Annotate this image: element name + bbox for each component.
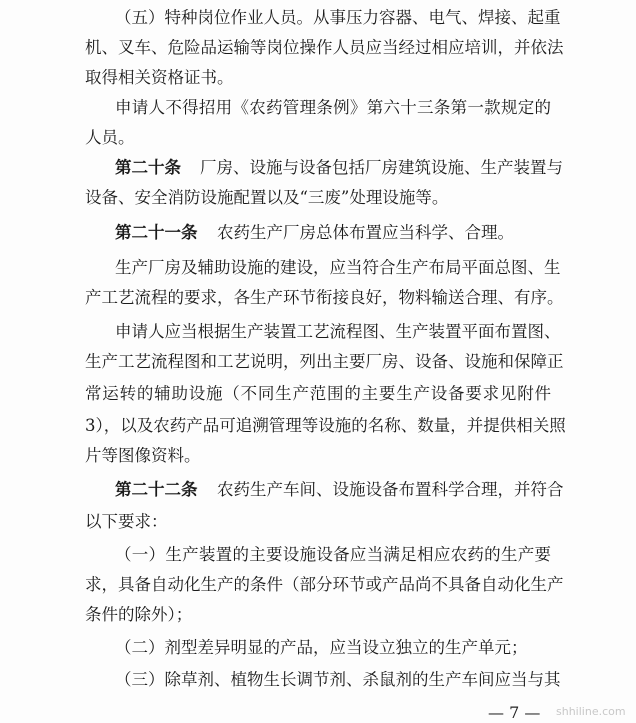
paragraph-line: 求，具备自动化生产的条件（部分环节或产品尚不具备自动化生产 (85, 575, 564, 594)
paragraph-line: 生产工艺流程图和工艺说明，列出主要厂房、设备、设施和保障正 (85, 352, 564, 371)
paragraph-line: 生产厂房及辅助设施的建设，应当符合生产布局平面总图、生 (115, 258, 561, 277)
paragraph-line: 厂房、设施与设备包括厂房建筑设施、生产装置与 (200, 158, 563, 177)
paragraph-line: （三）除草剂、植物生长调节剂、杀鼠剂的生产车间应当与其 (115, 670, 561, 689)
paragraph-line: 条件的除外）； (85, 605, 193, 624)
paragraph-line: 以下要求： (85, 512, 168, 531)
paragraph-line: 3），以及农药产品可追溯管理等设施的名称、数量，并提供相关照 (85, 416, 566, 435)
paragraph-line: 常运转的辅助设施（不同生产范围的主要生产设备要求见附件 (85, 384, 551, 403)
paragraph-line: 农药生产车间、设施设备布置科学合理，并符合 (217, 480, 564, 499)
page-number: — 7 — (488, 703, 541, 722)
article-heading: 第二十二条 (115, 480, 198, 499)
paragraph-line: 申请人应当根据生产装置工艺流程图、生产装置平面布置图、 (115, 322, 561, 341)
paragraph-line: 申请人不得招用《农药管理条例》第六十三条第一款规定的 (115, 98, 551, 117)
paragraph-line: 产工艺流程的要求，各生产环节衔接良好，物料输送合理、有序。 (85, 288, 564, 307)
paragraph-line: 片等图像资料。 (85, 446, 201, 465)
watermark-text: shhiline.com (556, 705, 626, 718)
paragraph-line: （五）特种岗位作业人员。从事压力容器、电气、焊接、起重 (115, 8, 561, 27)
paragraph-line: 取得相关资格证书。 (85, 68, 234, 87)
paragraph-line: 设备、安全消防设施配置以及“三废”处理设施等。 (85, 188, 449, 207)
paragraph-line: （一）生产装置的主要设施设备应当满足相应农药的生产要 (115, 545, 551, 564)
paragraph-line: 机、叉车、危险品运输等岗位操作人员应当经过相应培训，并依法 (85, 38, 564, 57)
paragraph-line: 人员。 (85, 128, 135, 147)
paragraph-line: （二）剂型差异明显的产品，应当设立独立的生产单元； (115, 638, 528, 657)
article-heading: 第二十一条 (115, 223, 198, 242)
paragraph-line: 农药生产厂房总体布置应当科学、合理。 (217, 223, 514, 242)
article-heading: 第二十条 (115, 158, 181, 177)
